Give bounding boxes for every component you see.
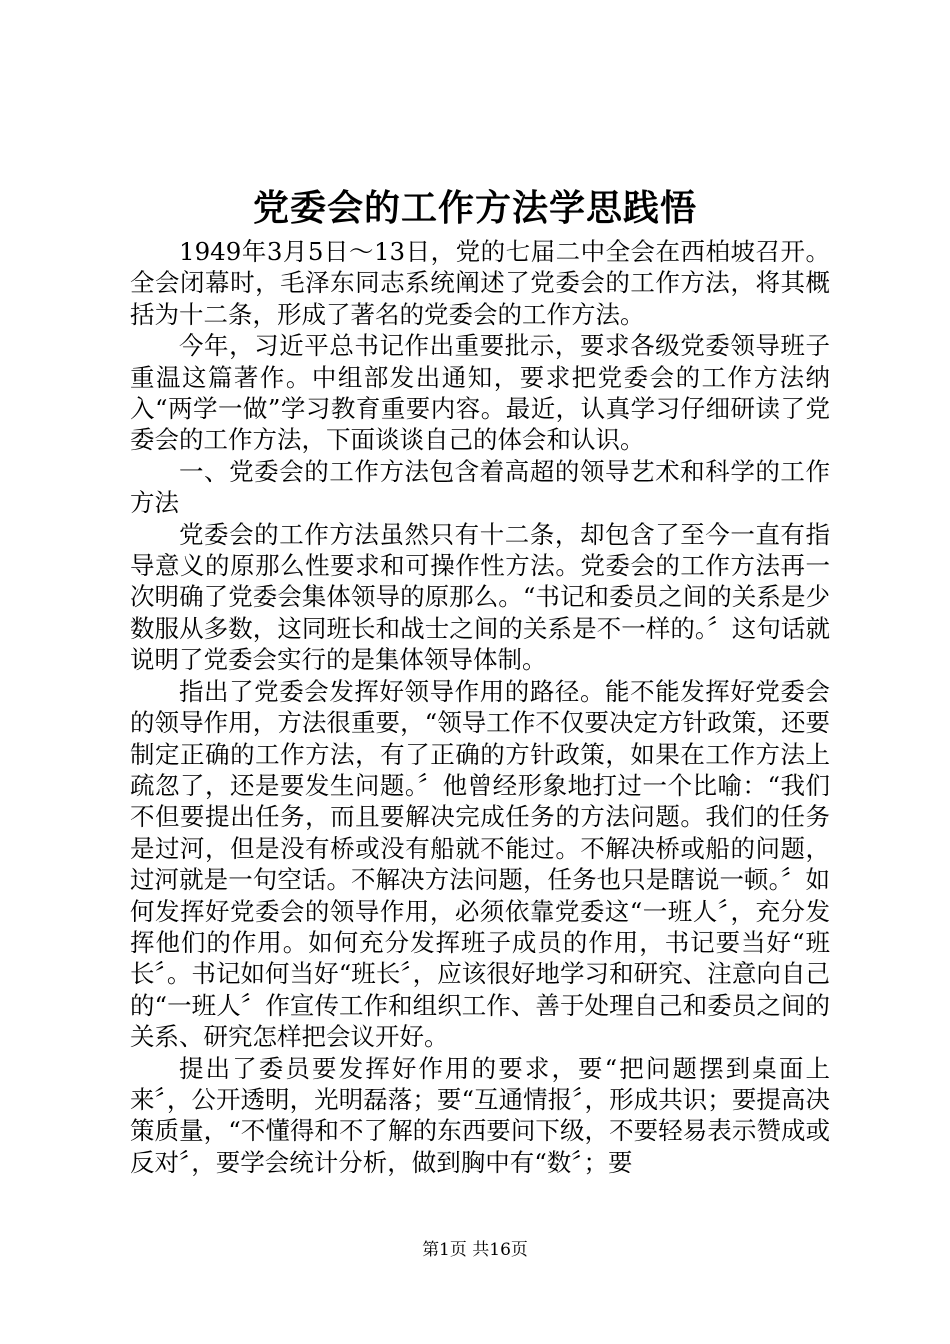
- document-body: [130, 236, 830, 1178]
- document-title: 党委会的工作方法学思践悟: [252, 187, 697, 229]
- paragraph-2: 今年，习近平总书记作出重要批示，要求各级党委领导班子重温这篇著作。中组部发出通知，要求把党委会的工作方法纳入“两学一做”学习教育重要内容。最近，认真学习仔细研读了党委会的工作方法，下面谈谈自己的体会和认识。: [130, 331, 830, 455]
- paragraph-4: 指出了党委会发挥好领导作用的路径。能不能发挥好党委会的领导作用，方法很重要，“领导工作不仅要决定方针政策，还要制定正确的工作方法，有了正确的方针政策，如果在工作方法上疏忽了，还是要发生问题。〞他曾经形象地打过一个比喻：“我们不但要提出任务，而且要解决完成任务的方法问题。我们的任务是过河，但是没有桥或没有船就不能过。不解决桥或船的问题，过河就是一句空话。不解决方法问题，任务也只是瞎说一顿。〞如何发挥好党委会的领导作用，必须依靠党委这“一班人〞，充分发挥他们的作用。如何充分发挥班子成员的作用，书记要当好“班长〞。书记如何当好“班长〞，应该很好地学习和研究、注意向自己的“一班人〞作宣传工作和组织工作、善于处理自己和委员之间的关系、研究怎样把会议开好。: [130, 676, 830, 1052]
- paragraph-3: 党委会的工作方法虽然只有十二条，却包含了至今一直有指导意义的原那么性要求和可操作性方法。党委会的工作方法再一次明确了党委会集体领导的原那么。“书记和委员之间的关系是少数服从多数，这同班长和战士之间的关系是不一样的。〞这句话就说明了党委会实行的是集体领导体制。: [130, 519, 830, 675]
- paragraph-1: 1949年3月5日～13日，党的七届二中全会在西柏坡召开。全会闭幕时，毛泽东同志系统阐述了党委会的工作方法，将其概括为十二条，形成了著名的党委会的工作方法。: [130, 237, 830, 329]
- section-heading-1: 一、党委会的工作方法包含着高超的领导艺术和科学的工作方法: [130, 456, 830, 518]
- page-number-footer: 第1页 共16页: [422, 1240, 528, 1260]
- paragraph-5: 提出了委员要发挥好作用的要求，要“把问题摆到桌面上来〞，公开透明，光明磊落；要“互通情报〞，形成共识；要提高决策质量，“不懂得和不了解的东西要问下级，不要轻易表示赞成或反对〞，要学会统计分析，做到胸中有“数〞；要: [130, 1053, 830, 1177]
